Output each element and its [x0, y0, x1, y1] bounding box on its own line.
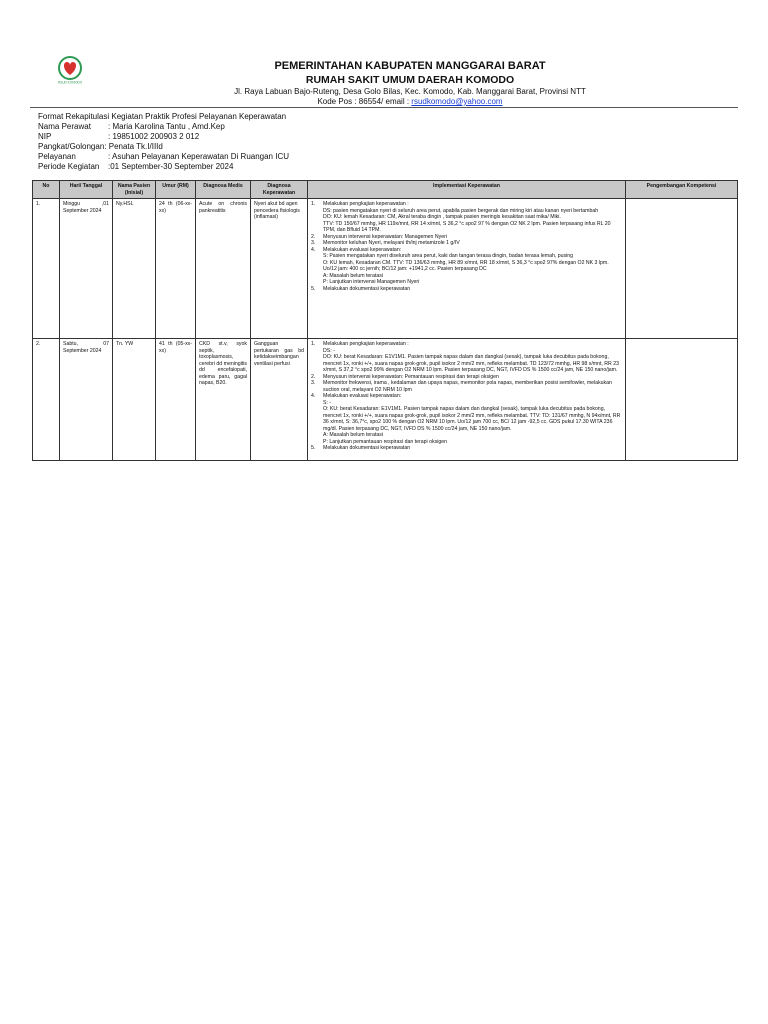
report-meta — [38, 112, 289, 172]
impl-step: 1. Melakukan pengkajian keperawatan : DS: - DO: KU: berat Kesadaran: E1V1M1. Pasien tampak napas dalam dan dangkal (sesak), tampak luka decubitus pada bokong, mencret 1x, ronki +/+, suara napas grok-grok, pupil isokor 2 mm/2 mm, refleks melambat. TD 123/72 mmhg, HR 98 x/mnt, RR 23 x/mnt, S 37,2 °c spo2 99% dengan O2 NRM 10 lpm. Pasien terpasang DC, NGT, IVFD DS % 1500 cc/24 jam, NE 150 nano/jam. — [311, 341, 619, 373]
cell-implementation — [308, 339, 626, 461]
letterhead — [150, 60, 670, 107]
cell-nursing-diagnosis: Nyeri akut bd agen pencedera fisiologis (inflamasi) — [251, 199, 308, 339]
report-title: Format Rekapitulasi Kegiatan Praktik Profesi Pelayanan Keperawatan — [38, 112, 287, 121]
impl-step: 4. Melakukan evaluasi keperawatan: S: Pasien mengatakan nyeri diseluruh area perut, kaki dan tangan terasa dingin, badan terasa lemah, pusing O: KU lemah, Kesadaran CM. TTV: TD 136/63 mmhg, HR 89 x/mnt, RR 18 x/mnt, S 36,3 °c spo2 97% dengan O2 NK 3 lpm. Uo/12 jam: 400 cc jernih; BC/12 jam: +1941,2 cc. Pasien terpasang DC A: Masalah belum teratasi P: Lanjutkan intervensi Managemen Nyeri — [311, 246, 609, 285]
table-row — [33, 199, 738, 339]
cell-date: Minggu ,01 September 2024 — [60, 199, 113, 339]
meta-row-rank: Pangkat/Golongan : Penata Tk.I/IIId — [38, 142, 163, 151]
cell-implementation — [308, 199, 626, 339]
impl-step: 2. Menyusun intervensi keperawatan: Pemantauan respirasi dan terapi oksigen — [311, 373, 499, 380]
hospital-address: Jl. Raya Labuan Bajo-Ruteng, Desa Golo Bilas, Kec. Komodo, Kab. Manggarai Barat, Provinsi NTT — [234, 86, 586, 96]
cell-age: 24 th (06-xx-xx) — [156, 199, 196, 339]
cell-no: 1. — [33, 199, 60, 339]
col-header-no: No — [33, 181, 60, 199]
hospital-name: RUMAH SAKIT UMUM DAERAH KOMODO — [305, 73, 515, 86]
impl-step: 4. Melakukan evaluasi keperawatan: S: - O: KU: berat Kesadaran: E1V1M1. Pasien tampak napas dalam dan dangkal (sesak), tampak luka decubitus pada bokong, mencret 1x, ronki +/+, suara napas grok-grok, pupil isokor 2 mm/2 mm, refleks melambat. TTV: TD: 131/67 mmhg, N 94x/mnt, RR 36 x/mnt, S: 36,7°c, spo2 100 % dengan O2 NRM 10 lpm. Uo/12 jam 700 cc, BC/ 12 jam -92,5 cc. GDS pukul 17.30 WITA 236 mg/dl. Pasien terpasang DC, NGT, IVFD DS % 1500 cc/24 jam, NE 150 nano/jam. A: Masalah belum teratasi P: Lanjutkan pemantauan respirasi dan terapi oksigen — [311, 393, 621, 445]
cell-no: 2. — [33, 339, 60, 461]
table-header-row — [33, 181, 738, 199]
cell-date: Sabtu, 07 September 2024 — [60, 339, 113, 461]
col-header-age: Umur (RM) — [156, 181, 196, 199]
cell-medical-diagnosis: CKD st.v, syok septik, toxoplasmosis, cerebri dd meningitis dd encefalopati, edema paru, gagal napas, B20. — [196, 339, 251, 461]
hospital-logo — [52, 55, 88, 85]
meta-row-service: Pelayanan : Asuhan Pelayanan Keperawatan Di Ruangan ICU — [38, 152, 290, 161]
col-header-medical-diagnosis: Diagnosa Medis — [196, 181, 251, 199]
impl-step: 5. Melakukan dokumentasi keperawatan — [311, 285, 411, 292]
meta-row-period: Periode Kegiatan :01 September-30 September 2024 — [38, 162, 234, 171]
cell-medical-diagnosis: Acute on chronis pankreatitis — [196, 199, 251, 339]
svg-text:RSUD KOMODO: RSUD KOMODO — [57, 80, 83, 85]
meta-row-nurse: Nama Perawat : Maria Karolina Tantu , Amd.Kep — [38, 122, 225, 131]
postal-code: Kode Pos : 86554/ email : — [317, 96, 412, 106]
cell-age: 41 th (05-xx-xx) — [156, 339, 196, 461]
recap-table — [32, 180, 738, 461]
cell-patient: Ny.HSL — [113, 199, 156, 339]
col-header-nursing-diagnosis: Diagnosa Keperawatan — [251, 181, 308, 199]
table-row — [33, 339, 738, 461]
cell-nursing-diagnosis: Gangguan pertukaran gas bd ketidakseimbangan ventilasi perfusi — [251, 339, 308, 461]
cell-competency — [626, 199, 738, 339]
header-divider — [30, 107, 738, 108]
impl-step: 1. Melakukan pengkajian keperawatan : DS: pasien mengatakan nyeri di seluruh area perut, apabila pasien bergerak dan miring kiri atau kanan nyeri bertambah DO: KU: lemah Kesadaran: CM, Akral teraba dingin , tampak pasien meringis kesakitan saat mika/ Miki. TTV: TD 150/67 mmhg, HR 119x/mnt, RR 14 x/mnt, S 36,2 °c spo2 97 % dengan O2 NK 2 lpm. Pasien terpasang infus RL 20 TPM, dan Bfluid 14 TPM. — [311, 201, 611, 233]
cell-patient: Tn. YW — [113, 339, 156, 461]
col-header-patient: Nama Pasien (Inisial) — [113, 181, 156, 199]
cell-competency — [626, 339, 738, 461]
meta-row-nip: NIP : 19851002 200903 2 012 — [38, 132, 200, 141]
impl-step: 5. Melakukan dokumentasi keperawatan — [311, 445, 411, 451]
col-header-implementation: Implementasi Keperawatan — [308, 181, 626, 199]
government-name: PEMERINTAHAN KABUPATEN MANGGARAI BARAT — [274, 60, 546, 72]
col-header-competency: Pengembangan Kompetensi — [626, 181, 738, 199]
contact-line — [150, 97, 670, 107]
impl-step: 2. Menyusun intervensi keperawatan: Managemen Nyeri — [311, 233, 447, 240]
impl-step: 3. Memonitor keluhan Nyeri, melayani th/inj metamizole 1 g/IV — [311, 240, 460, 246]
email-link[interactable]: rsudkomodo@yahoo.com — [411, 96, 503, 106]
impl-step: 3. Memonitor frekwensi, irama , kedalaman dan upaya napas, memonitor pola napas, memberikan posisi semifowler, melakukan suction oral, melayani O2 NRM 10 lpm — [311, 380, 612, 393]
col-header-date: Hari/ Tanggal — [60, 181, 113, 199]
